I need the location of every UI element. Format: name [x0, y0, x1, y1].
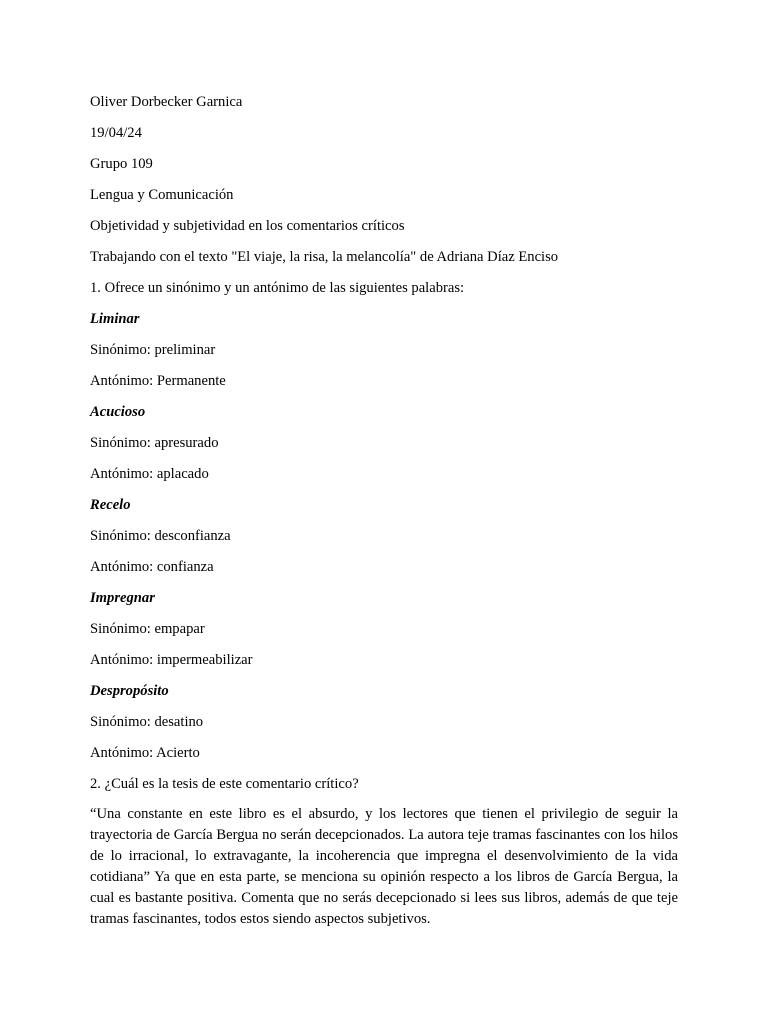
answer-2-paragraph: “Una constante en este libro es el absurdo, y los lectores que tienen el privilegio de seguir la trayectoria de García Bergua no serán decepcionados. La autora teje tramas fascinantes con los hilos de lo irracional, lo extravagante, la incoherencia que impregna el desenvolvimiento de la vida cotidiana” Ya que en esta parte, se menciona su opinión respecto a los libros de García Bergua, la cual es bastante positiva. Comenta que no serás decepcionado si lees sus libros, además de que teje tramas fascinantes, todos estos siendo aspectos subjetivos.	[90, 806, 678, 927]
context: Trabajando con el texto "El viaje, la risa, la melancolía" de Adriana Díaz Enciso	[90, 249, 559, 265]
topic: Objetividad y subjetividad en los comentarios críticos	[90, 218, 405, 234]
subject: Lengua y Comunicación	[90, 187, 234, 203]
question-2: 2. ¿Cuál es la tesis de este comentario crítico?	[90, 776, 359, 792]
vocab-synonym: Sinónimo: apresurado	[90, 435, 219, 451]
question-1: 1. Ofrece un sinónimo y un antónimo de las siguientes palabras:	[90, 280, 465, 296]
vocab-antonym: Antónimo: impermeabilizar	[90, 652, 253, 668]
vocab-word: Recelo	[90, 497, 131, 513]
vocab-synonym: Sinónimo: desatino	[90, 714, 204, 730]
date: 19/04/24	[90, 125, 142, 141]
vocab-word: Liminar	[90, 311, 140, 327]
vocab-word: Despropósito	[90, 683, 169, 699]
vocab-synonym: Sinónimo: preliminar	[90, 342, 216, 358]
document-page	[90, 91, 678, 930]
vocab-antonym: Antónimo: Permanente	[90, 373, 226, 389]
group: Grupo 109	[90, 156, 153, 172]
vocab-word: Impregnar	[90, 590, 155, 606]
vocab-synonym: Sinónimo: empapar	[90, 621, 205, 637]
author-name: Oliver Dorbecker Garnica	[90, 94, 243, 110]
vocab-word: Acucioso	[90, 404, 146, 420]
vocab-synonym: Sinónimo: desconfianza	[90, 528, 231, 544]
vocab-antonym: Antónimo: Acierto	[90, 745, 200, 761]
vocab-antonym: Antónimo: confianza	[90, 559, 214, 575]
vocab-antonym: Antónimo: aplacado	[90, 466, 209, 482]
